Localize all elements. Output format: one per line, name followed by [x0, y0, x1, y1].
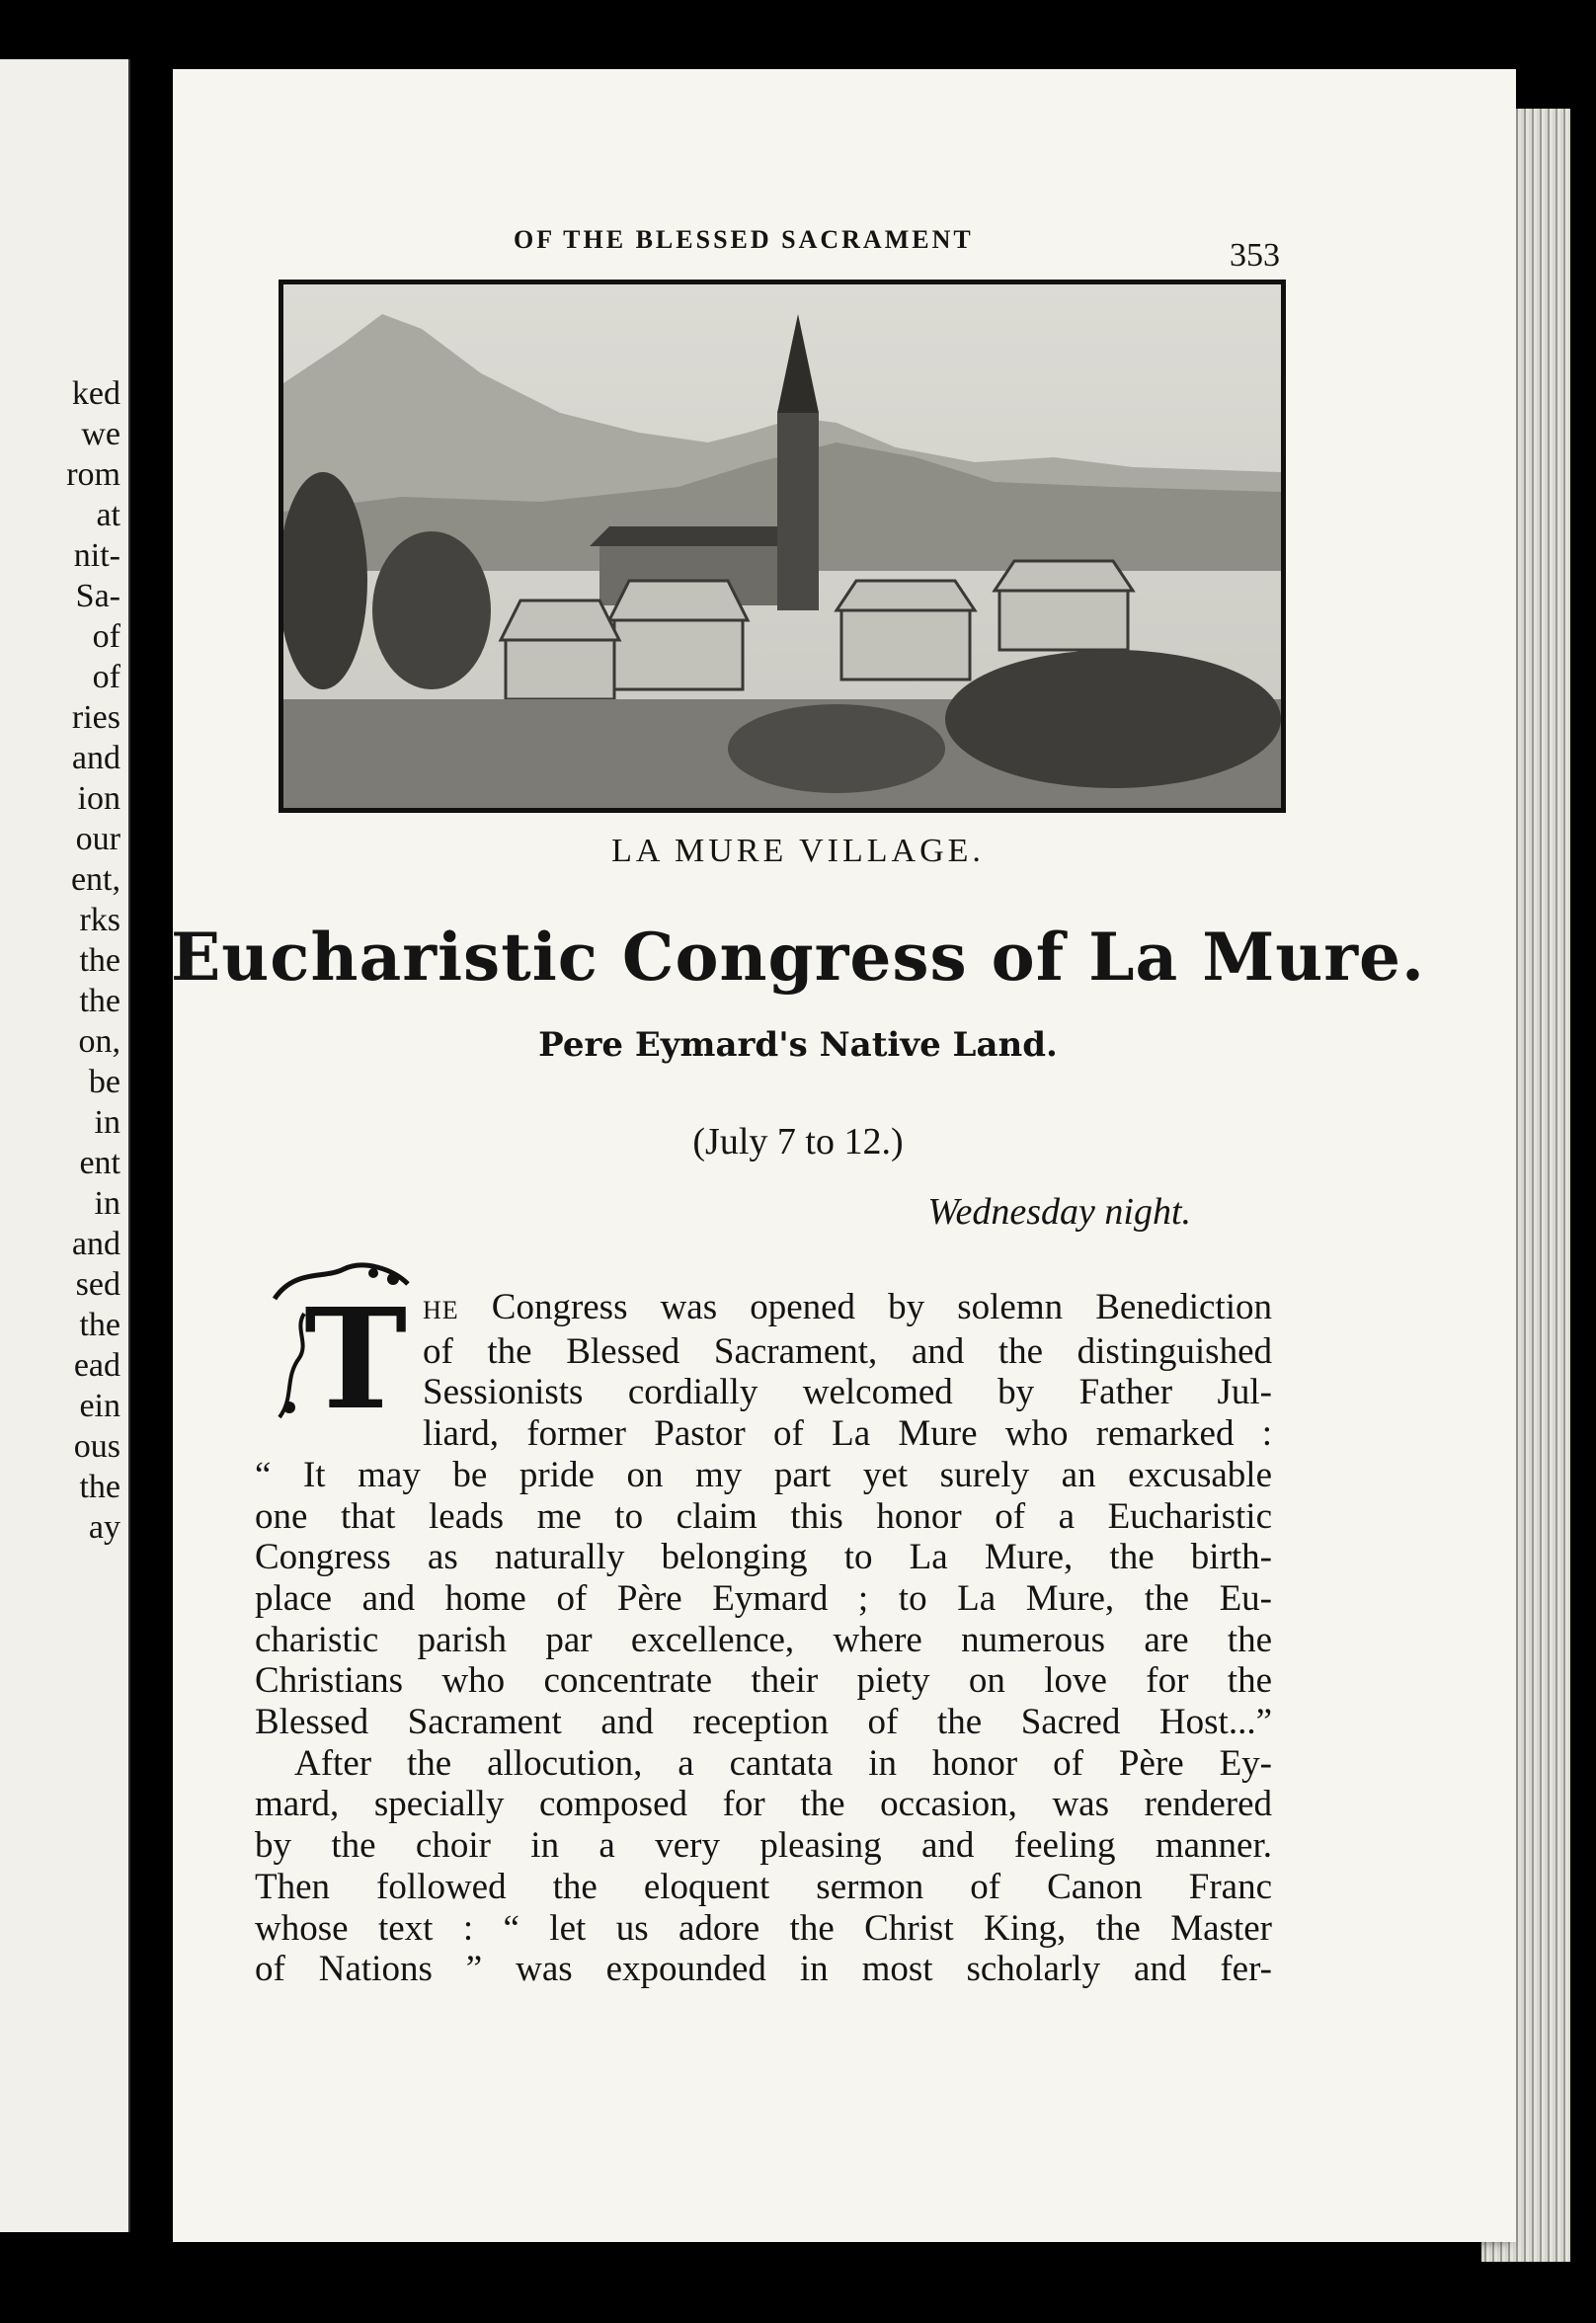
fragment-line: be [88, 1064, 120, 1100]
fragment-line: and [71, 740, 120, 776]
article-body [255, 1287, 1272, 1990]
text-line: HE Congress was opened by solemn Benediction [423, 1287, 1272, 1327]
fragment-line: of [92, 659, 120, 695]
fragment-line: the [79, 1469, 120, 1505]
text-line: Congress as naturally belonging to La Mure, the birth- [255, 1537, 1272, 1578]
fragment-line: ay [88, 1509, 120, 1546]
drop-cap-letter: T [304, 1279, 408, 1437]
fragment-line: rom [66, 456, 120, 493]
text-line: liard, former Pastor of La Mure who remarked : [423, 1413, 1272, 1455]
fragment-line: sed [75, 1266, 120, 1303]
village-illustration [279, 280, 1286, 813]
text-line: one that leads me to claim this honor of a Eucharistic [255, 1495, 1272, 1537]
illustration-caption: LA MURE VILLAGE. [611, 833, 985, 869]
fragment-line: the [79, 1307, 120, 1343]
article-dateline: Wednesday night. [927, 1191, 1191, 1233]
fragment-line: we [81, 416, 120, 452]
fragment-line: the [79, 942, 120, 979]
fragment-line: in [94, 1185, 120, 1222]
tree-shape [945, 650, 1281, 788]
article-dates: (July 7 to 12.) [692, 1121, 904, 1162]
text-line: Blessed Sacrament and reception of the Sacred Host...” [255, 1702, 1272, 1743]
text-line: place and home of Père Eymard ; to La Mure, the Eu- [255, 1577, 1272, 1619]
fragment-line: in [94, 1104, 120, 1141]
running-header: OF THE BLESSED SACRAMENT [514, 225, 974, 254]
article-subtitle: Pere Eymard's Native Land. [538, 1025, 1058, 1065]
fragment-line: the [79, 983, 120, 1019]
text-line: by the choir in a very pleasing and feeling manner. [255, 1825, 1272, 1867]
fragment-line: Sa- [75, 578, 120, 614]
text-line: of the Blessed Sacrament, and the distinguished [423, 1330, 1272, 1372]
text-line: charistic parish par excellence, where numerous are the [255, 1619, 1272, 1660]
village-engraving [283, 284, 1281, 808]
tree-shape [372, 531, 491, 689]
text-line: Sessionists cordially welcomed by Father Jul- [423, 1372, 1272, 1413]
tree-shape [728, 704, 945, 793]
text-line: of Nations ” was expounded in most scholarly and fer- [255, 1949, 1272, 1990]
fragment-line: ein [79, 1388, 120, 1424]
text-line: Christians who concentrate their piety on love for the [255, 1660, 1272, 1702]
text-line: mard, specially composed for the occasion, was rendered [255, 1784, 1272, 1825]
text-line: Then followed the eloquent sermon of Canon Franc [255, 1866, 1272, 1907]
fragment-line: of [92, 618, 120, 655]
fragment-line: ead [73, 1347, 120, 1384]
page-number: 353 [1230, 237, 1280, 274]
church-tower [777, 413, 819, 610]
fragment-line: ous [73, 1428, 120, 1465]
text-line: After the allocution, a cantata in honor of Père Ey- [294, 1742, 1272, 1784]
fragment-line: on, [78, 1023, 120, 1060]
fragment-line: and [71, 1226, 120, 1262]
fragment-line: ries [71, 699, 120, 736]
article-title: Eucharistic Congress of La Mure. [170, 919, 1425, 996]
first-word-rest: HE [423, 1296, 459, 1324]
fragment-line: at [96, 497, 120, 533]
fragment-line: ent [79, 1145, 120, 1181]
fragment-line: ent, [70, 861, 120, 898]
fragment-line: ion [77, 780, 120, 817]
fragment-line: rks [79, 902, 120, 938]
fragment-line: ked [71, 375, 120, 412]
fragment-line: nit- [73, 537, 120, 574]
text-line: whose text : “ let us adore the Christ King, the Master [255, 1907, 1272, 1949]
fragment-line: our [75, 821, 120, 857]
text-line: “ It may be pride on my part yet surely an excusable [255, 1454, 1272, 1495]
